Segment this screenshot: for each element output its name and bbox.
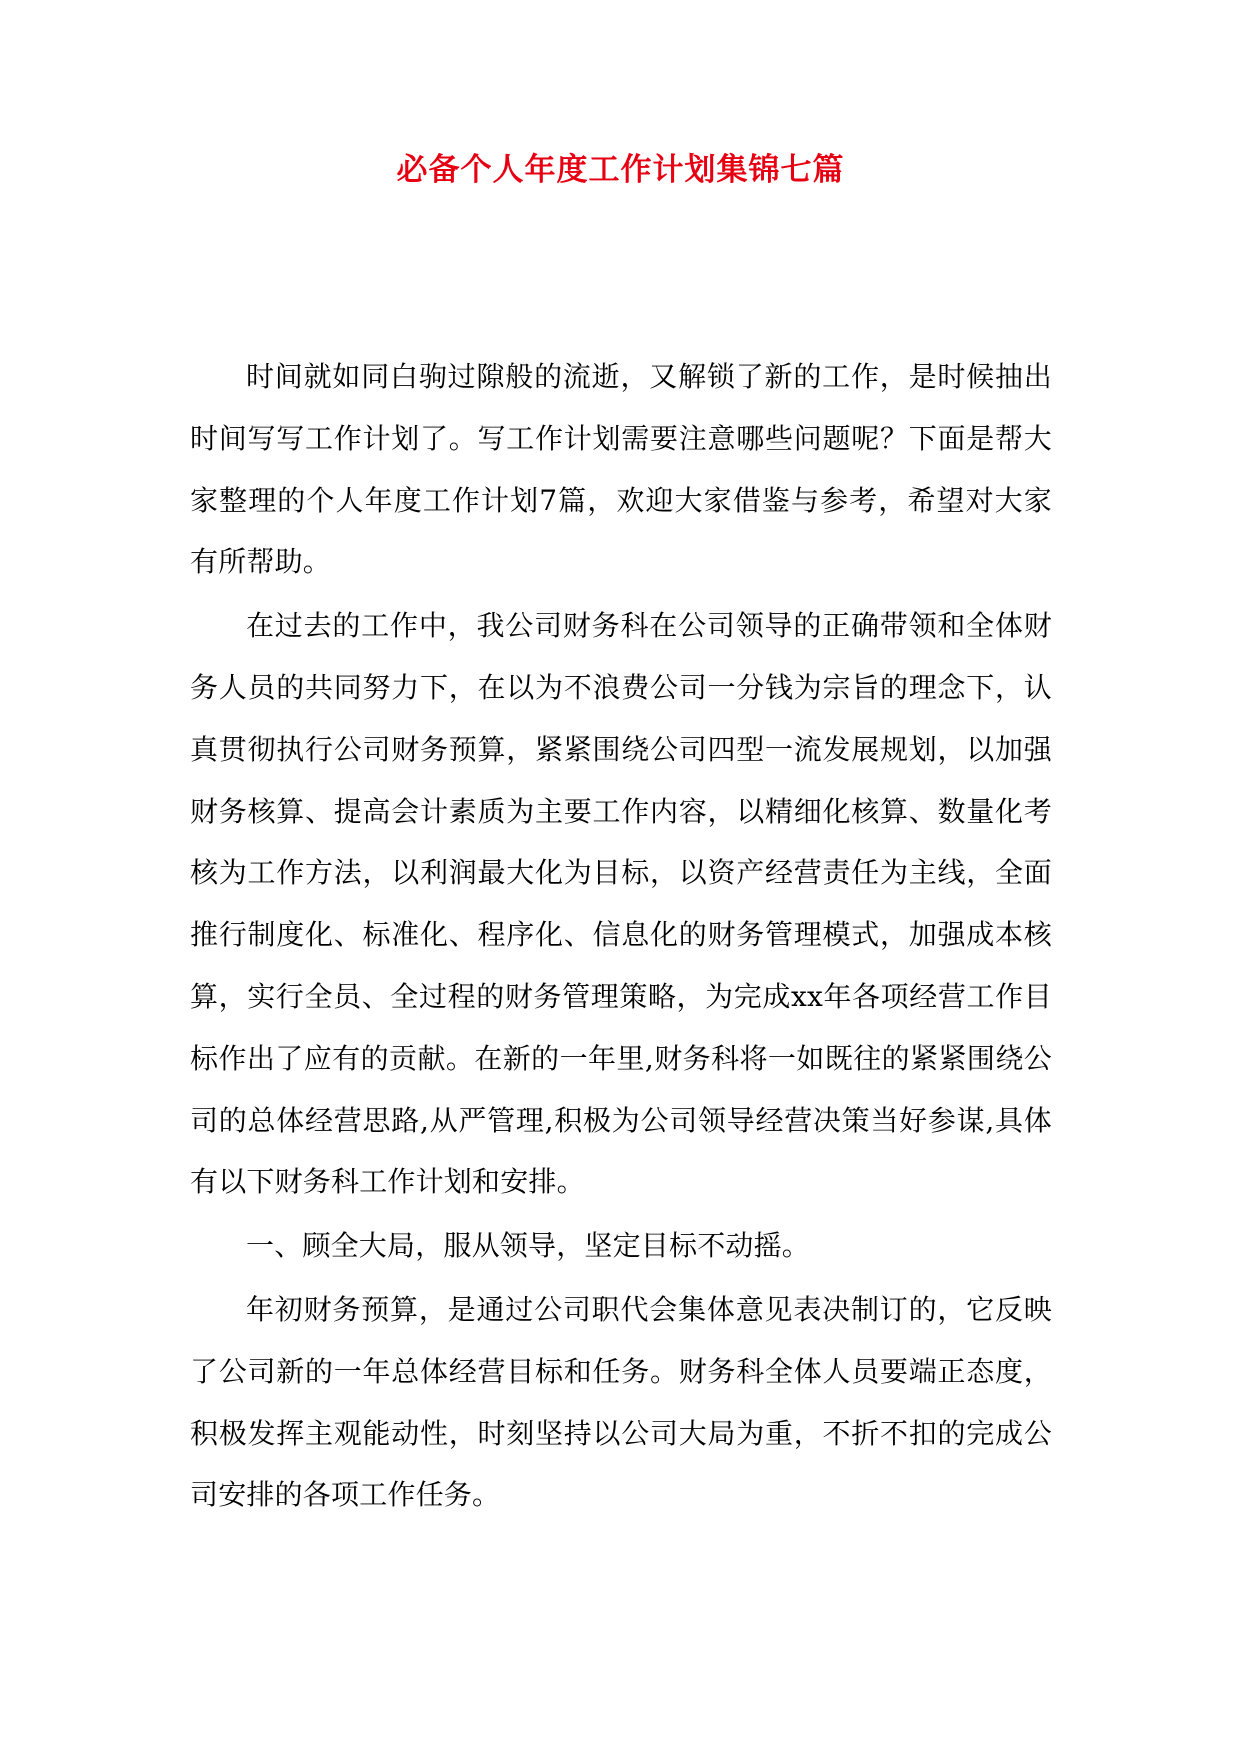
document-title: 必备个人年度工作计划集锦七篇 [396,152,845,188]
paragraph-section-heading: 一、顾全大局，服从领导，坚定目标不动摇。 [246,1229,811,1263]
paragraph-budget: 年初财务预算，是通过公司职代会集体意见表决制订的，它反映了公司新的一年总体经营目标和任务。财务科全体人员要端正态度，积极发挥主观能动性，时刻坚持以公司大局为重，不折不扣的完成公司安排的各项工作任务。 [190,1292,1052,1512]
document-body [190,346,1052,1528]
paragraph-intro: 时间就如同白驹过隙般的流逝，又解锁了新的工作，是时候抽出时间写写工作计划了。写工作计划需要注意哪些问题呢？下面是帮大家整理的个人年度工作计划7篇，欢迎大家借鉴与参考，希望对大家有所帮助。 [190,360,1052,579]
paragraph-finance-review: 在过去的工作中，我公司财务科在公司领导的正确带领和全体财务人员的共同努力下，在以为不浪费公司一分钱为宗旨的理念下，认真贯彻执行公司财务预算，紧紧围绕公司四型一流发展规划，以加强财务核算、提高会计素质为主要工作内容，以精细化核算、数量化考核为工作方法，以利润最大化为目标，以资产经营责任为主线，全面推行制度化、标准化、程序化、信息化的财务管理模式，加强成本核算，实行全员、全过程的财务管理策略，为完成xx年各项经营工作目标作出了应有的贡献。在新的一年里,财务科将一如既往的紧紧围绕公司的总体经营思路,从严管理,积极为公司领导经营决策当好参谋,具体有以下财务科工作计划和安排。 [190,609,1052,1199]
